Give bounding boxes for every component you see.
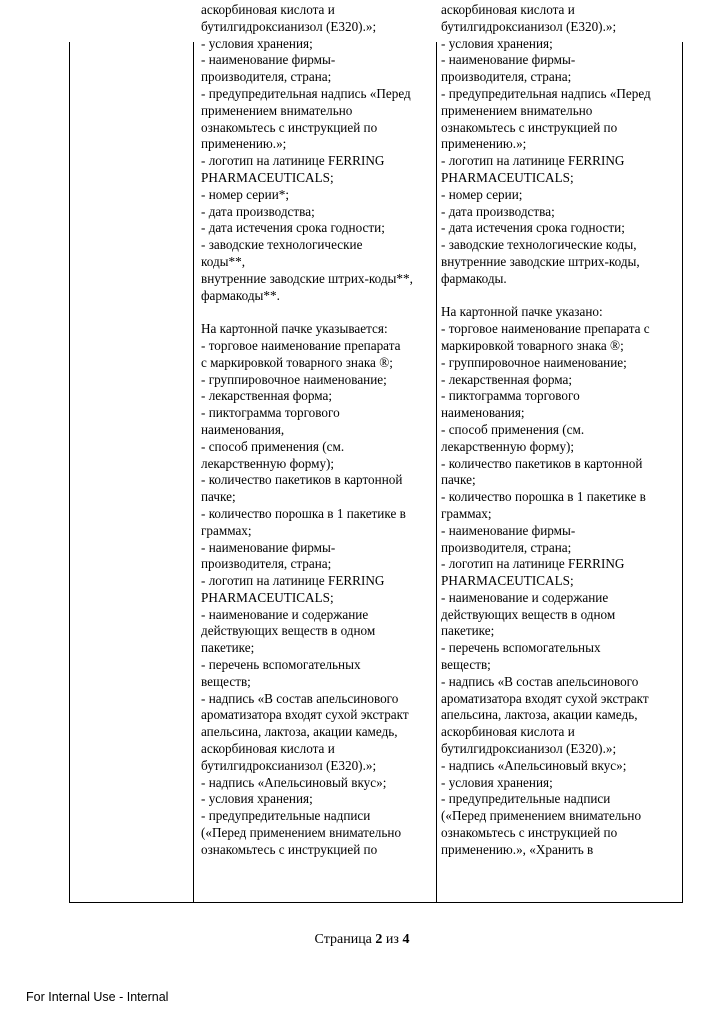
current-text-line: действующих веществ в одном	[201, 623, 376, 639]
current-text-line: - количество порошка в 1 пакетике в	[201, 505, 406, 521]
proposed-text-line: - надпись «Апельсиновый вкус»;	[441, 757, 627, 773]
current-text-line: пачке;	[201, 489, 236, 505]
current-text-line: - предупредительные надписи	[201, 808, 371, 824]
page-total: 4	[402, 932, 410, 947]
proposed-text-line: - надпись «В состав апельсинового	[441, 673, 639, 689]
current-text-line: производителя, страна;	[201, 556, 332, 572]
proposed-text-line: лекарственную форму);	[441, 438, 575, 454]
current-text-line: бутилгидроксианизол (Е320).»;	[201, 757, 377, 773]
proposed-text-line: - способ применения (см.	[441, 421, 585, 437]
proposed-text-line: производителя, страна;	[441, 539, 572, 555]
proposed-text-line: маркировкой товарного знака ®;	[441, 337, 624, 353]
proposed-text-line: - предупредительные надписи	[441, 791, 611, 807]
classification-label: For Internal Use - Internal	[26, 990, 169, 1004]
proposed-text-line: - перечень вспомогательных	[441, 640, 601, 656]
current-text-line: наименования,	[201, 421, 285, 437]
proposed-text-line: - логотип на латинице FERRING	[441, 153, 625, 169]
proposed-text-line: фармакоды.	[441, 270, 507, 286]
current-text-line: аскорбиновая кислота и	[201, 2, 335, 17]
current-text-line: - заводские технологические	[201, 237, 363, 253]
current-text-line: - предупредительная надпись «Перед	[201, 85, 411, 101]
proposed-text-line: граммах;	[441, 505, 492, 521]
proposed-text-line: ароматизатора входят сухой экстракт	[441, 690, 649, 706]
proposed-text-line: аскорбиновая кислота и	[441, 724, 575, 740]
proposed-text-line: - группировочное наименование;	[441, 354, 627, 370]
table-border-bottom	[69, 902, 683, 903]
current-text-line: применением внимательно	[201, 102, 353, 118]
proposed-text-line: - условия хранения;	[441, 35, 553, 51]
current-text-line: ознакомьтесь с инструкцией по	[201, 841, 378, 857]
current-text-line: производителя, страна;	[201, 69, 332, 85]
current-text-column	[201, 2, 413, 859]
proposed-text-line: наименования;	[441, 405, 525, 421]
current-text-line: - лекарственная форма;	[201, 388, 333, 404]
current-text-line: - дата истечения срока годности;	[201, 220, 385, 236]
current-text-line: - количество пакетиков в картонной	[201, 472, 403, 488]
current-text-line: - наименование фирмы-	[201, 52, 336, 68]
current-text-line: - логотип на латинице FERRING	[201, 573, 385, 589]
proposed-text-line: («Перед применением внимательно	[441, 808, 642, 824]
current-text-line: - логотип на латинице FERRING	[201, 153, 385, 169]
proposed-text-line: - торговое наименование препарата с	[441, 321, 650, 337]
current-text-line: пакетике;	[201, 640, 255, 656]
current-text-line: апельсина, лактоза, акации камедь,	[201, 724, 398, 740]
proposed-text-line: - пиктограмма торгового	[441, 388, 580, 404]
table-divider-2	[436, 42, 437, 903]
proposed-text-line: - дата истечения срока годности;	[441, 220, 625, 236]
proposed-text-line: производителя, страна;	[441, 69, 572, 85]
current-text-line: - пиктограмма торгового	[201, 405, 340, 421]
current-text-line: - способ применения (см.	[201, 438, 345, 454]
proposed-text-line: - номер серии;	[441, 186, 523, 202]
current-text-line: - дата производства;	[201, 203, 315, 219]
proposed-text-line: На картонной пачке указано:	[441, 304, 603, 320]
current-text-line: - наименование и содержание	[201, 606, 369, 622]
proposed-text-line: - наименование и содержание	[441, 589, 609, 605]
proposed-text-line: - количество порошка в 1 пакетике в	[441, 489, 646, 505]
proposed-text-line: бутилгидроксианизол (Е320).»;	[441, 18, 617, 34]
current-text-line: фармакоды**.	[201, 287, 280, 303]
current-text-line: - условия хранения;	[201, 791, 313, 807]
proposed-text-line: - лекарственная форма;	[441, 371, 573, 387]
proposed-text-line: пакетике;	[441, 623, 495, 639]
current-text-line: - перечень вспомогательных	[201, 657, 361, 673]
proposed-text-line: аскорбиновая кислота и	[441, 2, 575, 17]
current-text-line: - группировочное наименование;	[201, 371, 387, 387]
current-text-line: коды**,	[201, 253, 246, 269]
current-text-line: - условия хранения;	[201, 35, 313, 51]
current-text-line	[201, 304, 413, 321]
current-text-line: («Перед применением внимательно	[201, 825, 402, 841]
proposed-text-column	[441, 2, 651, 859]
proposed-text-line: - наименование фирмы-	[441, 522, 576, 538]
proposed-text-line: действующих веществ в одном	[441, 606, 616, 622]
current-text-line: - надпись «Апельсиновый вкус»;	[201, 774, 387, 790]
proposed-text-line: ознакомьтесь с инструкцией по	[441, 119, 618, 135]
current-text-line: PHARMACEUTICALS;	[201, 169, 334, 185]
proposed-text-line: PHARMACEUTICALS;	[441, 169, 574, 185]
current-text-line: - торговое наименование препарата	[201, 337, 401, 353]
current-text-line: с маркировкой товарного знака ®;	[201, 354, 393, 370]
current-text-line: - номер серии*;	[201, 186, 290, 202]
current-text-line: - надпись «В состав апельсинового	[201, 690, 399, 706]
proposed-text-line: - предупредительная надпись «Перед	[441, 85, 651, 101]
table-border-right	[682, 42, 683, 903]
proposed-text-line	[441, 288, 651, 305]
current-text-line: граммах;	[201, 522, 252, 538]
current-text-line: веществ;	[201, 673, 251, 689]
page-current: 2	[375, 932, 383, 947]
page-number	[0, 932, 724, 948]
current-text-line: ознакомьтесь с инструкцией по	[201, 119, 378, 135]
page-prefix: Страница	[314, 932, 376, 947]
proposed-text-line: - дата производства;	[441, 203, 555, 219]
proposed-text-line: PHARMACEUTICALS;	[441, 573, 574, 589]
proposed-text-line: пачке;	[441, 472, 476, 488]
proposed-text-line: применению.», «Хранить в	[441, 841, 594, 857]
table-border-left	[69, 42, 70, 903]
proposed-text-line: применением внимательно	[441, 102, 593, 118]
current-text-line: На картонной пачке указывается:	[201, 321, 388, 337]
current-text-line: - наименование фирмы-	[201, 539, 336, 555]
proposed-text-line: апельсина, лактоза, акации камедь,	[441, 707, 638, 723]
current-text-line: ароматизатора входят сухой экстракт	[201, 707, 409, 723]
current-text-line: внутренние заводские штрих-коды**,	[201, 270, 413, 286]
page-middle: из	[382, 932, 403, 947]
proposed-text-line: бутилгидроксианизол (Е320).»;	[441, 741, 617, 757]
current-text-line: PHARMACEUTICALS;	[201, 589, 334, 605]
proposed-text-line: применению.»;	[441, 136, 527, 152]
current-text-line: бутилгидроксианизол (Е320).»;	[201, 18, 377, 34]
proposed-text-line: ознакомьтесь с инструкцией по	[441, 825, 618, 841]
table-divider-1	[193, 42, 194, 903]
current-text-line: применению.»;	[201, 136, 287, 152]
proposed-text-line: - количество пакетиков в картонной	[441, 455, 643, 471]
current-text-line: лекарственную форму);	[201, 455, 335, 471]
proposed-text-line: веществ;	[441, 657, 491, 673]
proposed-text-line: - логотип на латинице FERRING	[441, 556, 625, 572]
proposed-text-line: - условия хранения;	[441, 774, 553, 790]
proposed-text-line: - наименование фирмы-	[441, 52, 576, 68]
proposed-text-line: внутренние заводские штрих-коды,	[441, 253, 640, 269]
proposed-text-line: - заводские технологические коды,	[441, 237, 637, 253]
current-text-line: аскорбиновая кислота и	[201, 741, 335, 757]
